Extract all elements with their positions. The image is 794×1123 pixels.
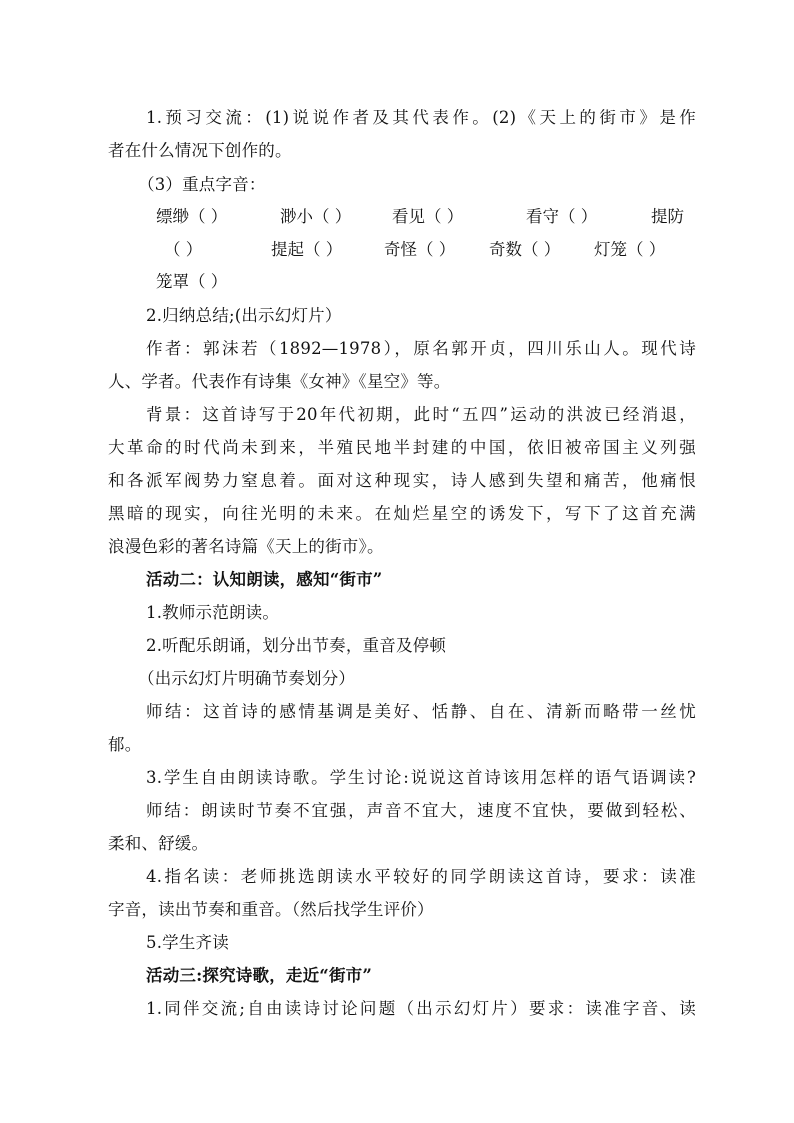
pronunciation-item-jishu: 奇数（ ） — [489, 240, 561, 259]
pronunciation-item-kanjian: 看见（ ） — [392, 207, 464, 226]
text-line-background-2: 大革命的时代尚未到来，半殖民地半封建的中国，依旧被帝国主义列强 — [108, 438, 696, 457]
pronunciation-item-qiguai: 奇怪（ ） — [384, 240, 456, 259]
pronunciation-item-miaoxiao: 渺小（ ） — [280, 207, 352, 226]
text-line-background-1: 背景：这首诗写于20年代初期，此时“五四”运动的洪波已经消退， — [146, 405, 696, 424]
text-line-peer-exchange: 1.同伴交流;自由读诗讨论问题（出示幻灯片）要求：读准字音、读 — [146, 999, 696, 1018]
pronunciation-item-piaomiao: 缥缈（ ） — [156, 207, 228, 226]
pronunciation-item-denglong: 灯笼（ ） — [594, 240, 666, 259]
text-line-background-3: 和各派军阀势力窒息着。面对这种现实，诗人感到失望和痛苦，他痛恨 — [108, 471, 696, 490]
text-line-creation-context: 者在什么情况下创作的。 — [108, 141, 292, 160]
text-line-author-2: 人、学者。代表作有诗集《女神》《星空》等。 — [108, 372, 451, 391]
text-line-background-4: 黑暗的现实，向往光明的未来。在灿烂星空的诱发下，写下了这首充满 — [108, 504, 696, 523]
text-line-key-pronunciation: （3）重点字音： — [138, 175, 266, 194]
text-line-author-1: 作者：郭沫若（1892—1978），原名郭开贞，四川乐山人。现代诗 — [146, 339, 696, 358]
pronunciation-item-difang: 提防 — [651, 207, 684, 226]
text-line-free-reading: 3.学生自由朗读诗歌。学生讨论:说说这首诗该用怎样的语气语调读? — [146, 768, 696, 787]
text-line-summary: 2.归纳总结;(出示幻灯片） — [146, 306, 342, 325]
pronunciation-item-longzhao: 笼罩（ ） — [156, 272, 228, 291]
section-heading-activity-two: 活动二：认知朗读，感知“街市” — [146, 570, 383, 589]
text-line-teacher-summary-1: 师结：这首诗的感情基调是美好、恬静、自在、清新而略带一丝忧 — [146, 702, 696, 721]
text-line-background-5: 浪漫色彩的著名诗篇《天上的街市》。 — [108, 537, 384, 556]
text-line-music-reading: 2.听配乐朗诵，划分出节奏，重音及停顿 — [146, 636, 447, 655]
pronunciation-item-kanshou: 看守（ ） — [526, 207, 598, 226]
text-line-teacher-summary-2: 郁。 — [108, 735, 142, 754]
pronunciation-item-tiqi: 提起（ ） — [271, 240, 343, 259]
text-line-named-reading-1: 4.指名读：老师挑选朗读水平较好的同学朗读这首诗，要求：读准 — [146, 867, 696, 886]
text-line-named-reading-2: 字音，读出节奏和重音。（然后找学生评价） — [108, 900, 434, 919]
text-line-reading-tips-1: 师结：朗读时节奏不宜强，声音不宜大，速度不宜快，要做到轻松、 — [146, 801, 696, 820]
text-line-choral-reading: 5.学生齐读 — [146, 933, 229, 952]
section-heading-activity-three: 活动三:探究诗歌，走近“街市” — [146, 966, 373, 985]
text-line-rhythm-slide: （出示幻灯片明确节奏划分） — [138, 669, 356, 688]
text-line-teacher-demo: 1.教师示范朗读。 — [146, 603, 280, 622]
pronunciation-blank-difang: （ ） — [164, 240, 203, 259]
text-line-preview-exchange: 1.预习交流：(1)说说作者及其代表作。(2)《天上的街市》是作 — [146, 108, 696, 127]
text-line-reading-tips-2: 柔和、舒缓。 — [108, 834, 209, 853]
